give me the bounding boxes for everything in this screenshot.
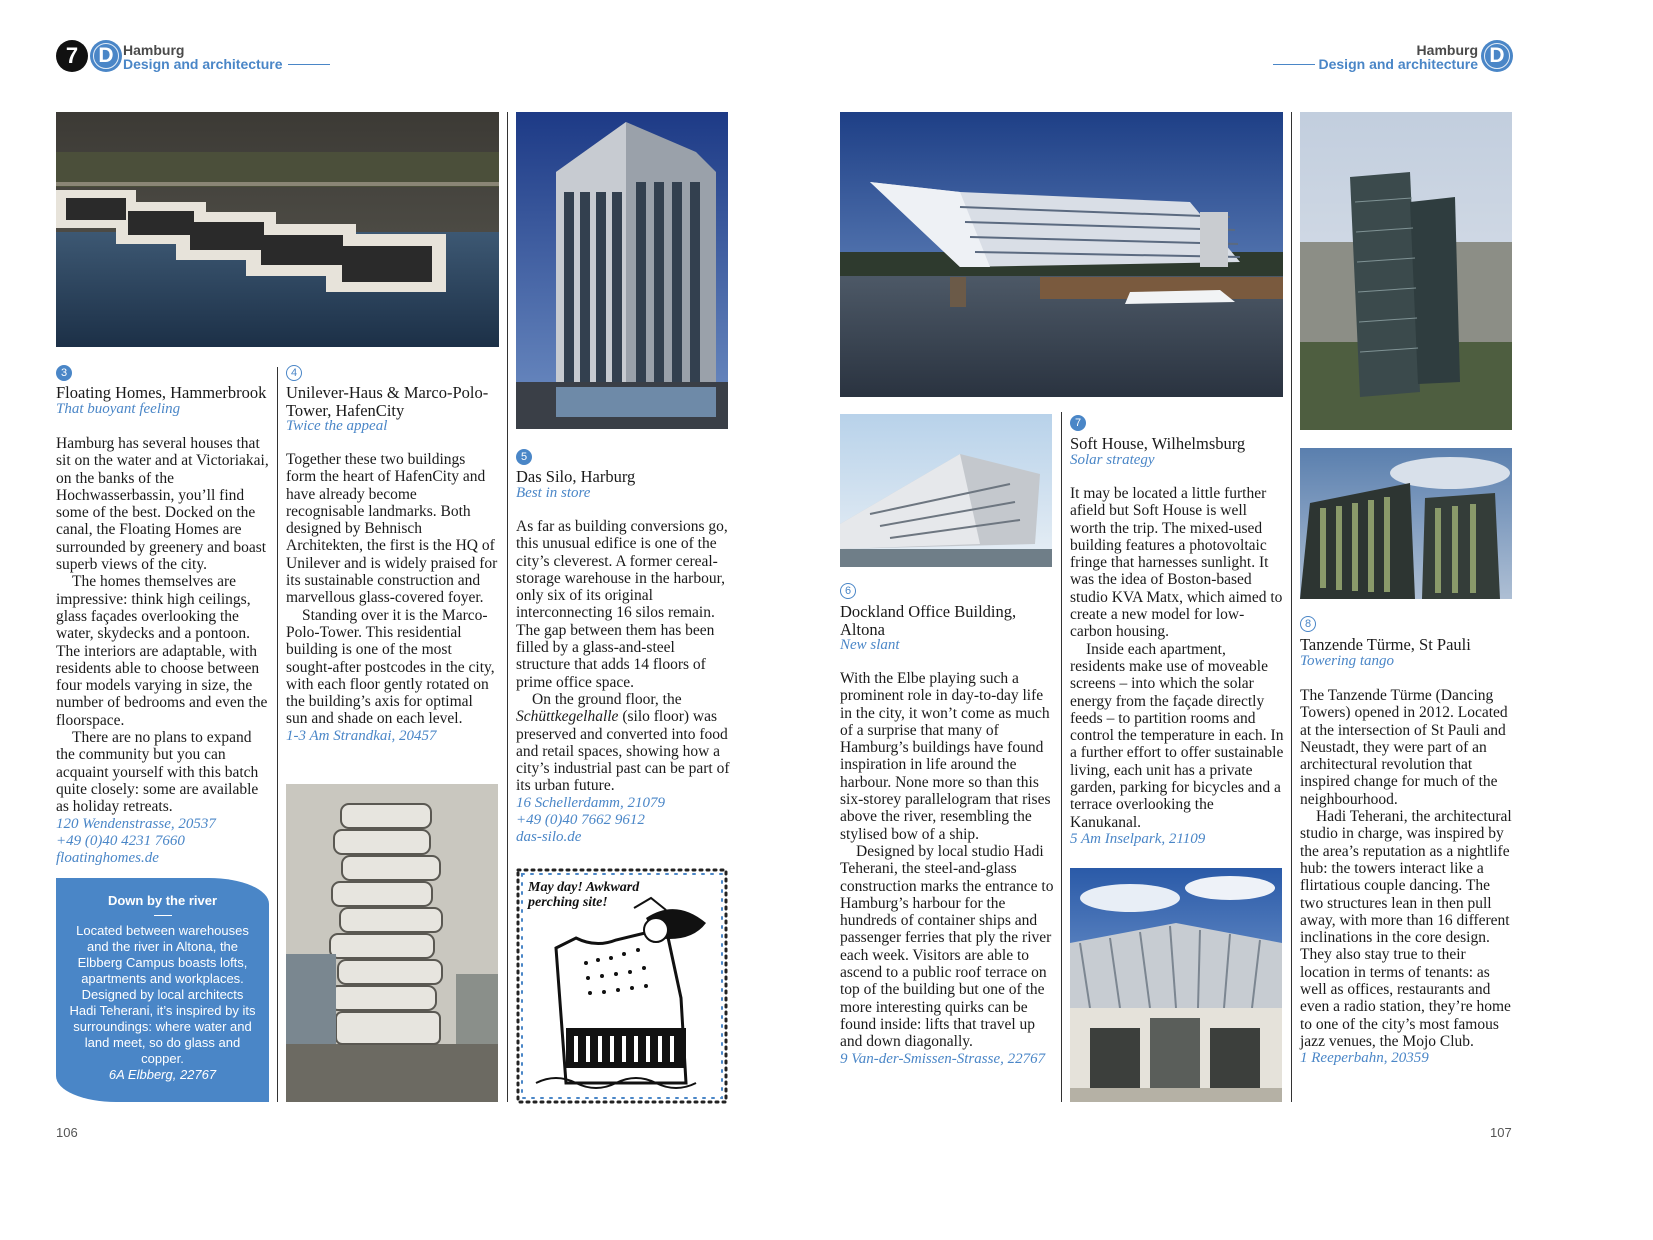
callout-rule [154,915,172,916]
header-city: Hamburg [123,42,185,58]
header-section: Design and architecture [123,56,283,72]
entry-address: 1-3 Am Strandkai, 20457 [286,727,437,744]
body-paragraph: Standing over it is the Marco-Polo-Tower. This residential building is one of the most sought-after postcodes in the city, with each floor gently rotated on the building’s axis for optimal sun and shade on each level. [286,606,495,728]
entry-tagline: That buoyant feeling [56,401,181,417]
callout-text: Located between warehouses and the river in Altona, the Elbberg Campus boasts lofts, apartments and workplaces. Designed by local architects Hadi Teherani, it’s inspired by its surroundings: where water and land meet, so do glass and copper. [69,923,256,1066]
entry-title: Soft House, Wilhelmsburg [1070,434,1246,453]
floating-homes-photo [56,112,499,347]
entry-tagline: Twice the appeal [286,418,388,434]
entry-address: 16 Schellerdamm, 21079 [516,794,666,811]
entry-number-badge: 5 [516,449,532,465]
body-paragraph: Designed by local studio Hadi Teherani, the steel-and-glass construction marks the entrance to Hamburg’s harbour for the hundreds of container ships and passenger ferries that ply the river each week. Visitors are able to ascend to a public roof terrace on top of the building but one of the more interesting quirks can be found inside: lifts that travel up and down diagonally. [840,842,1054,1051]
entry-number-badge: 8 [1300,616,1316,632]
body-paragraph: It may be located a little further afield but Soft House is well worth the trip. The mixed-used building features a photovoltaic fringe that harnesses sunlight. It was the idea of Boston-based studio KVA Matx, which aimed to create a new model for low-carbon housing. [1070,485,1283,641]
header-section-right: Design and architecture [1318,56,1478,72]
column-divider [1061,412,1062,1102]
entry-title: Tanzende Türme, St Pauli [1300,635,1471,654]
entry-website[interactable]: floatinghomes.de [56,849,159,866]
page-number-right: 107 [1490,1125,1512,1140]
section-letter-icon: D [90,40,122,72]
entry-body [516,518,730,846]
body-paragraph: The homes themselves are impressive: think high ceilings, glass façades overlooking the water, skydecks and a pontoon. The interiors are adaptable, with residents able to choose between four models varying in size, the number of bedrooms and even the floorspace. [56,573,268,729]
header-city-right: Hamburg [1416,42,1478,58]
entry-phone: +49 (0)40 4231 7660 [56,832,185,849]
entry-website[interactable]: das-silo.de [516,828,582,845]
header-rule [288,64,330,65]
entry-address: 5 Am Inselpark, 21109 [1070,830,1206,847]
body-paragraph: The Tanzende Türme (Dancing Towers) opened in 2012. Located at the intersection of St Pauli and Neustadt, they were part of an architectural revolution that inspired change for much of the neighbourhood. [1300,687,1508,808]
tanzende-tuerme-detail-photo [1300,448,1512,599]
body-paragraph: With the Elbe playing such a prominent role in day-to-day life in the city, it won’t come as much of a surprise that many of Hamburg’s buildings have found inspiration in life around the harbour. None more so than this six-storey parallelogram that rises above the river, resembling the stylised bow of a ship. [840,670,1051,843]
callout-title: Down by the river [107,893,218,908]
body-paragraph: Inside each apartment, residents make use of moveable screens – into which the solar energy from the façade directly feeds – to partition rooms and control the temperature in each. In a further effort to offer sustainable living, each unit has a private garden, parking for bicycles and a terrace overlooking the Kanukanal. [1070,640,1284,831]
entry-title: Floating Homes, Hammerbrook [56,383,267,402]
illustration-stamp [516,868,728,1104]
callout-box [56,878,269,1102]
das-silo-photo [516,112,728,429]
entry-body [1070,485,1284,848]
entry-number-badge: 3 [56,365,72,381]
entry-body [286,451,498,745]
callout-address: 6A Elbberg, 22767 [108,1067,217,1082]
soft-house-photo [1070,868,1282,1102]
chapter-number-badge: 7 [56,40,88,72]
column-divider [1291,112,1292,1102]
entry-title: Dockland Office Building, Altona [840,602,1017,639]
body-paragraph: On the ground floor, the Schüttkegelhalle (silo floor) was preserved and converted into food and retail spaces, showing how a city’s industrial past can be part of its urban future. [516,690,730,795]
entry-address: 1 Reeperbahn, 20359 [1300,1050,1429,1067]
entry-number-badge: 4 [286,365,302,381]
entry-body [1300,687,1514,1067]
entry-number-badge: 7 [1070,415,1086,431]
body-paragraph: As far as building conversions go, this unusual edifice is one of the city’s cleverest. A former cereal-storage warehouse in the harbour, only six of its original interconnecting 16 silos remain. The gap between them has been filled by a glass-and-steel structure that adds 14 floors of prime office space. [516,518,728,691]
entry-address: 120 Wendenstrasse, 20537 [56,815,216,832]
dockland-photo [840,112,1283,397]
body-paragraph: Together these two buildings form the heart of HafenCity and have already become recognisable landmarks. Both designed by Behnisch Architekten, the first is the HQ of Unilever and is widely praised for its sustainable construction and marvellous glass-covered foyer. [286,451,498,607]
entry-tagline: Towering tango [1300,653,1395,669]
entry-address: 9 Van-der-Smissen-Strasse, 22767 [840,1050,1046,1067]
illustration-caption: May day! Awkward perching site! [528,880,640,910]
column-divider [277,367,278,1102]
entry-number-badge: 6 [840,583,856,599]
page-number-left: 106 [56,1125,78,1140]
header-rule-right [1273,64,1315,65]
body-paragraph: Hadi Teherani, the architectural studio in charge, was inspired by the area’s reputation as a nightlife hub: the towers interact like a flirtatious couple dancing. The two structures lean in then pull away, with more than 16 different inclinations in the core design. They also stay true to their location in terms of tenants: as well as offices, restaurants and even a radio station, they’re home to one of the city’s most famous jazz venues, the Mojo Club. [1300,808,1512,1050]
entry-body [56,435,270,867]
tanzende-tuerme-photo [1300,112,1512,430]
section-letter-icon-right: D [1481,40,1513,72]
entry-tagline: Solar strategy [1070,452,1155,468]
entry-phone: +49 (0)40 7662 9612 [516,811,645,828]
dockland-side-photo [840,414,1052,567]
entry-title: Unilever-Haus & Marco-Polo-Tower, HafenCity [286,383,489,420]
entry-body [840,670,1054,1068]
body-paragraph: There are no plans to expand the community but you can acquaint yourself with this batch quite closely: some are available as holiday retreats. [56,729,259,816]
entry-title: Das Silo, Harburg [516,467,636,486]
column-divider [507,112,508,1102]
entry-tagline: New slant [840,637,900,653]
marco-polo-tower-photo [286,784,498,1102]
body-paragraph: Hamburg has several houses that sit on the water and at Victoriakai, on the banks of the Hochwasserbassin, you’ll find some of the best. Docked on the canal, the Floating Homes are surrounded by greenery and boast superb views of the city. [56,435,269,574]
entry-tagline: Best in store [516,485,591,501]
